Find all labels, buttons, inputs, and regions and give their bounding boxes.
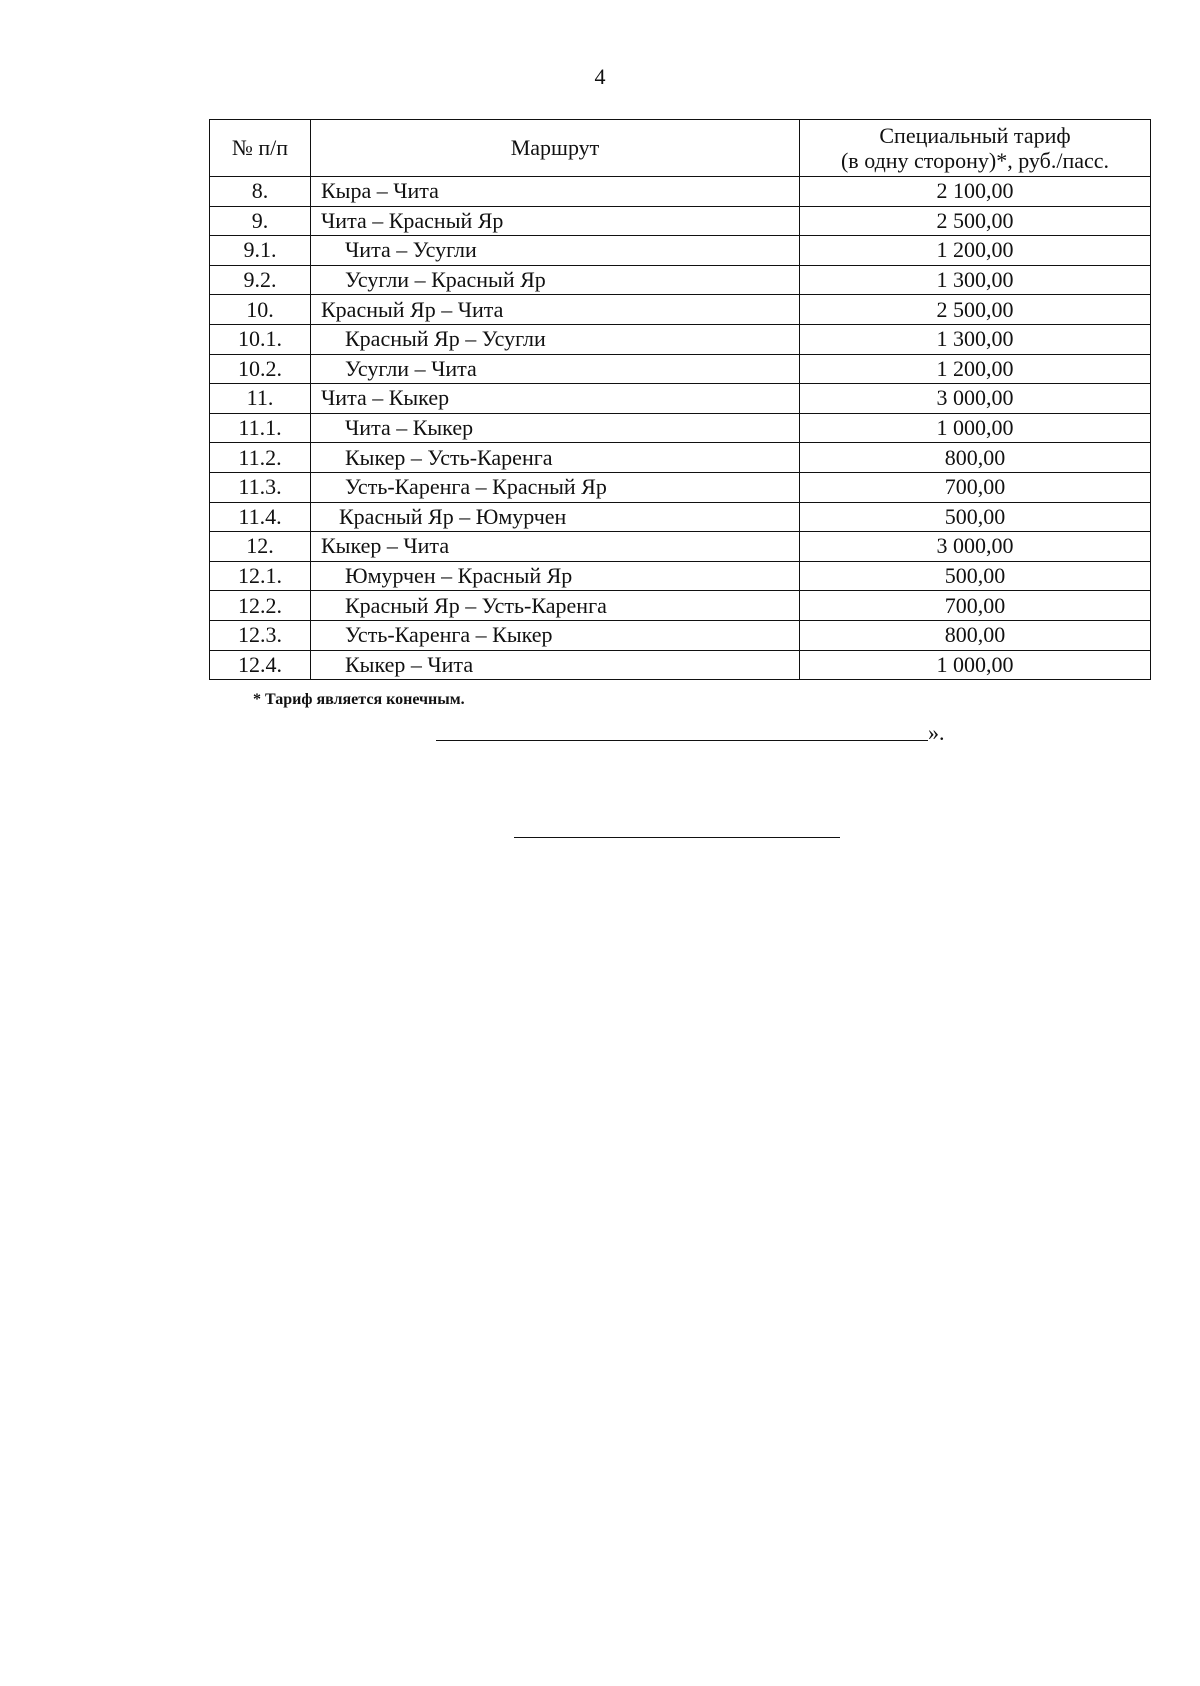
row-route: Усугли – Красный Яр — [311, 265, 800, 295]
table-row — [210, 177, 1151, 207]
tariff-table — [209, 119, 1151, 680]
row-fare: 3 000,00 — [800, 384, 1151, 414]
row-fare: 2 100,00 — [800, 177, 1151, 207]
table-header — [210, 120, 1151, 177]
table-row — [210, 502, 1151, 532]
row-fare: 1 300,00 — [800, 324, 1151, 354]
closing-quote: ». — [928, 720, 945, 745]
row-route: Красный Яр – Усть-Каренга — [311, 591, 800, 621]
header-fare-line1: Специальный тариф — [879, 122, 1071, 148]
footnote: * Тариф является конечным. — [253, 691, 465, 708]
row-fare: 1 000,00 — [800, 413, 1151, 443]
row-route: Чита – Кыкер — [311, 413, 800, 443]
closing-rule — [436, 740, 928, 741]
row-number: 12. — [210, 532, 311, 562]
table-row — [210, 443, 1151, 473]
header-fare-line2: (в одну сторону)*, руб./пасс. — [840, 148, 1110, 173]
row-fare: 500,00 — [800, 502, 1151, 532]
row-fare: 3 000,00 — [800, 532, 1151, 562]
header-row — [210, 120, 1151, 177]
row-fare: 800,00 — [800, 443, 1151, 473]
row-route: Кыра – Чита — [311, 177, 800, 207]
table-row — [210, 650, 1151, 680]
table-row — [210, 413, 1151, 443]
table-row — [210, 591, 1151, 621]
table-row — [210, 472, 1151, 502]
row-fare: 1 200,00 — [800, 236, 1151, 266]
row-number: 10.2. — [210, 354, 311, 384]
row-number: 12.4. — [210, 650, 311, 680]
table-row — [210, 206, 1151, 236]
row-number: 10. — [210, 295, 311, 325]
header-fare — [800, 120, 1151, 177]
row-number: 10.1. — [210, 324, 311, 354]
row-fare: 1 000,00 — [800, 650, 1151, 680]
page-number: 4 — [594, 64, 606, 89]
row-route: Усть-Каренга – Кыкер — [311, 620, 800, 650]
row-fare: 500,00 — [800, 561, 1151, 591]
table-row — [210, 620, 1151, 650]
row-route: Усугли – Чита — [311, 354, 800, 384]
table-row — [210, 561, 1151, 591]
row-number: 11.1. — [210, 413, 311, 443]
row-fare: 2 500,00 — [800, 206, 1151, 236]
row-route: Красный Яр – Чита — [311, 295, 800, 325]
row-fare: 1 200,00 — [800, 354, 1151, 384]
row-number: 11.3. — [210, 472, 311, 502]
row-number: 12.3. — [210, 620, 311, 650]
row-fare: 700,00 — [800, 472, 1151, 502]
table-row — [210, 354, 1151, 384]
row-route: Чита – Усугли — [311, 236, 800, 266]
row-number: 11.2. — [210, 443, 311, 473]
row-number: 9.2. — [210, 265, 311, 295]
table-row — [210, 532, 1151, 562]
row-route: Чита – Кыкер — [311, 384, 800, 414]
row-route: Красный Яр – Юмурчен — [311, 502, 800, 532]
table-row — [210, 324, 1151, 354]
row-fare: 1 300,00 — [800, 265, 1151, 295]
table-row — [210, 295, 1151, 325]
table-row — [210, 265, 1151, 295]
table-row — [210, 236, 1151, 266]
row-number: 12.1. — [210, 561, 311, 591]
end-rule — [514, 837, 840, 838]
row-number: 8. — [210, 177, 311, 207]
row-route: Красный Яр – Усугли — [311, 324, 800, 354]
row-number: 11.4. — [210, 502, 311, 532]
table-body — [210, 177, 1151, 680]
row-fare: 700,00 — [800, 591, 1151, 621]
row-number: 9. — [210, 206, 311, 236]
row-route: Юмурчен – Красный Яр — [311, 561, 800, 591]
header-number: № п/п — [210, 120, 311, 177]
row-fare: 2 500,00 — [800, 295, 1151, 325]
row-route: Усть-Каренга – Красный Яр — [311, 472, 800, 502]
row-route: Кыкер – Чита — [311, 650, 800, 680]
row-route: Кыкер – Чита — [311, 532, 800, 562]
row-route: Чита – Красный Яр — [311, 206, 800, 236]
table-row — [210, 384, 1151, 414]
row-fare: 800,00 — [800, 620, 1151, 650]
row-number: 12.2. — [210, 591, 311, 621]
row-number: 9.1. — [210, 236, 311, 266]
row-number: 11. — [210, 384, 311, 414]
header-route: Маршрут — [311, 120, 800, 177]
row-route: Кыкер – Усть-Каренга — [311, 443, 800, 473]
